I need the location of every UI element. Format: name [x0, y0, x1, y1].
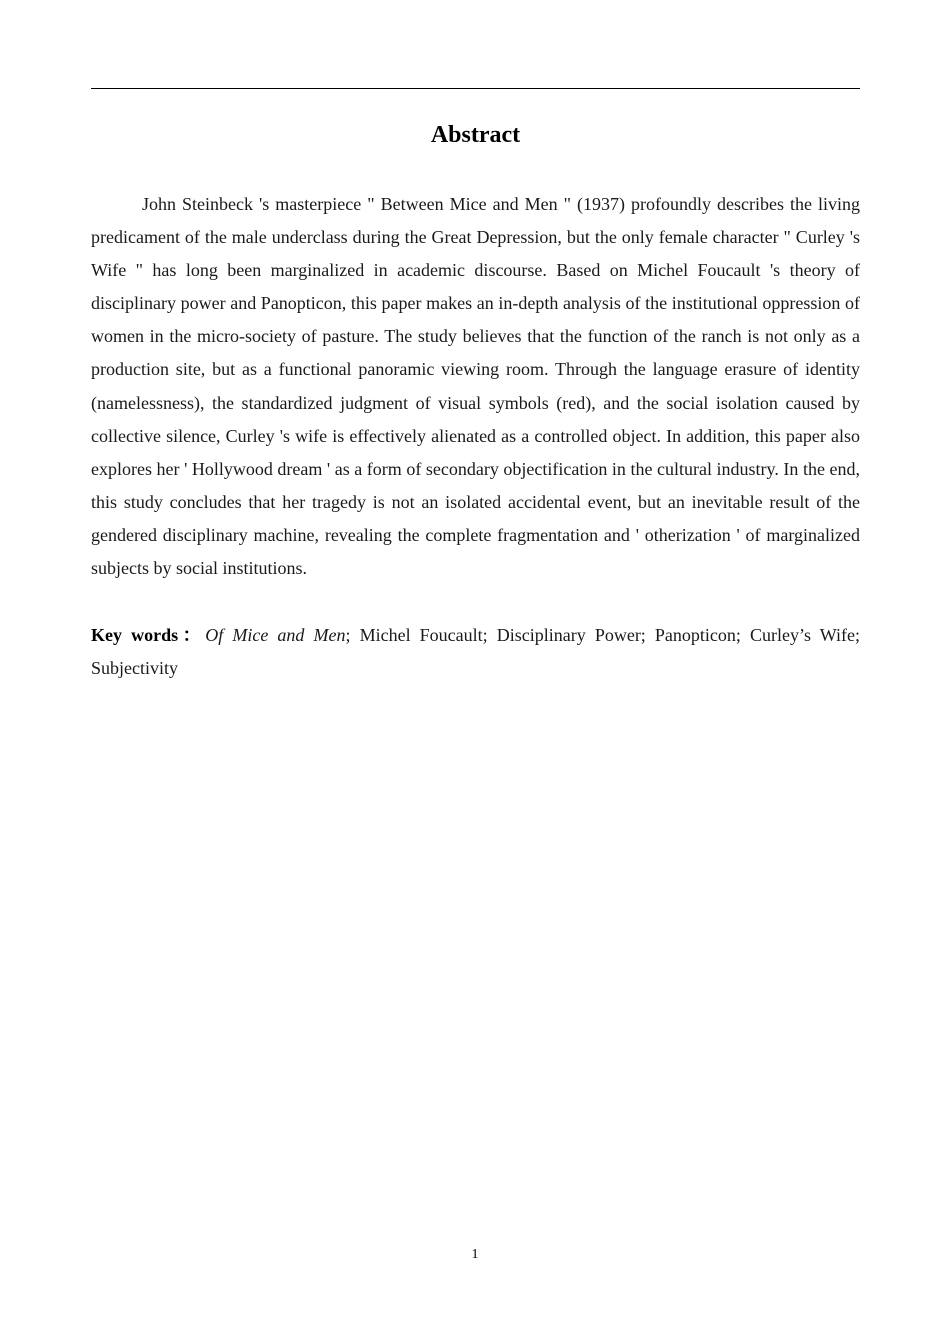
- keywords-label: Key words：: [91, 625, 206, 645]
- header-rule: [91, 88, 860, 89]
- abstract-paragraph: John Steinbeck 's masterpiece " Between Mice and Men " (1937) profoundly describes the living predicament of the male underclass during the Great Depression, but the only female character " Curley 's Wife " has long been marginalized in academic discourse. Based on Michel Foucault 's theory of disciplinary power and Panopticon, this paper makes an in-depth analysis of the institutional oppression of women in the micro-society of pasture. The study believes that the function of the ranch is not only as a production site, but as a functional panoramic viewing room. Through the language erasure of identity (namelessness), the standardized judgment of visual symbols (red), and the social isolation caused by collective silence, Curley 's wife is effectively alienated as a controlled object. In addition, this paper also explores her ' Hollywood dream ' as a form of secondary objectification in the cultural industry. In the end, this study concludes that her tragedy is not an isolated accidental event, but an inevitable result of the gendered disciplinary machine, revealing the complete fragmentation and ' otherization ' of marginalized subjects by social institutions.: [91, 194, 860, 579]
- page-number: 1: [471, 1247, 479, 1262]
- abstract-title: Abstract: [430, 122, 521, 148]
- keyword-book-title: Of Mice and Men: [205, 625, 346, 645]
- keywords-paragraph: [91, 619, 860, 685]
- keywords-list: ; Michel Foucault; Disciplinary Power; Panopticon; Curley’s Wife; Subjectivity: [91, 625, 860, 679]
